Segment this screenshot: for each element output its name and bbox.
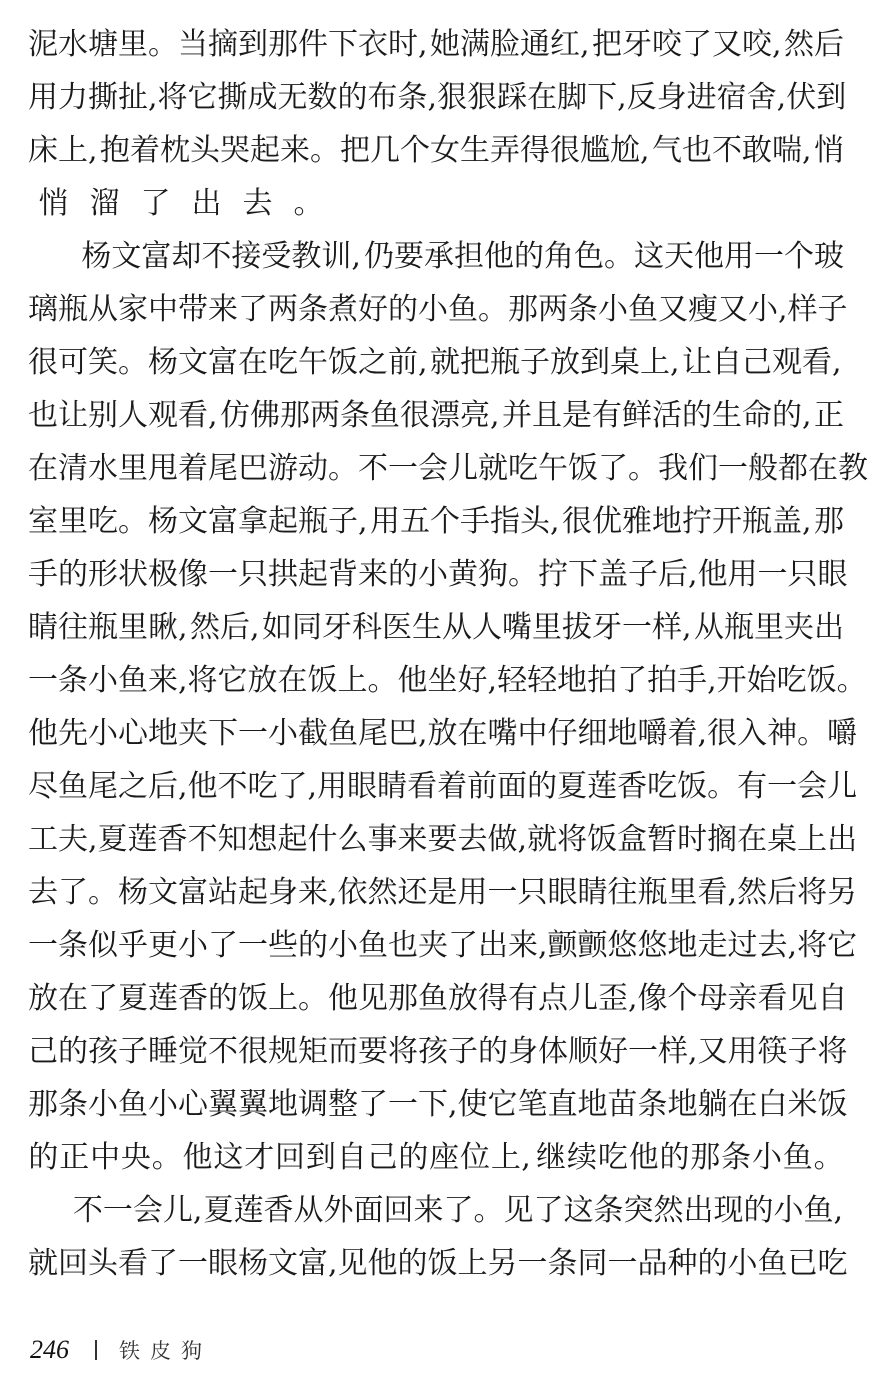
text-line: 一 条 似 乎 更 小 了 一 些 的 小 鱼 也 夹 了 出 来 , 颤 颤 悠 悠 地 走 过 去 , 将 它 — [28, 928, 858, 963]
text-line: 睛 往 瓶 里 瞅 , 然 后 , 如 同 牙 科 医 生 从 人 嘴 里 拔 牙 一 样 , 从 瓶 里 夹 出 — [28, 610, 844, 645]
text-line: 一 条 小 鱼 来 , 将 它 放 在 饭 上 。 他 坐 好 , 轻 轻 地 拍 了 拍 手 , 开 始 吃 饭 。 — [28, 663, 867, 698]
text-line: 工 夫 , 夏 莲 香 不 知 想 起 什 么 事 来 要 去 做 , 就 将 饭 盒 暂 时 搁 在 桌 上 出 — [28, 822, 858, 857]
book-title: 铁皮狗 — [119, 1339, 212, 1363]
text-line: 那 条 小 鱼 小 心 翼 翼 地 调 整 了 一 下 , 使 它 笔 直 地 苗 条 地 躺 在 白 米 饭 — [28, 1087, 848, 1122]
text-line: 己 的 孩 子 睡 觉 不 很 规 矩 而 要 将 孩 子 的 身 体 顺 好 一 样 , 又 用 筷 子 将 — [28, 1034, 848, 1069]
text-line: 手 的 形 状 极 像 一 只 拱 起 背 来 的 小 黄 狗 。 拧 下 盖 子 后 , 他 用 一 只 眼 — [28, 557, 848, 592]
text-line: 也 让 别 人 观 看 , 仿 佛 那 两 条 鱼 很 漂 亮 , 并 且 是 有 鲜 活 的 生 命 的 , 正 — [28, 398, 844, 433]
text-line: 用 力 撕 扯 , 将 它 撕 成 无 数 的 布 条 , 狠 狠 踩 在 脚 下 , 反 身 进 宿 舍 , 伏 到 — [28, 80, 847, 115]
text-line: 床 上 , 抱 着 枕 头 哭 起 来 。 把 几 个 女 生 弄 得 很 尴 尬 , 气 也 不 敢 喘 , 悄 — [28, 133, 844, 168]
text-line: 璃 瓶 从 家 中 带 来 了 两 条 煮 好 的 小 鱼 。 那 两 条 小 鱼 又 瘦 又 小 , 样 子 — [28, 292, 848, 327]
text-line: 放 在 了 夏 莲 香 的 饭 上 。 他 见 那 鱼 放 得 有 点 儿 歪 , 像 个 母 亲 看 见 自 — [28, 981, 848, 1016]
text-line: 悄 溜 了 出 去 。 — [38, 186, 324, 221]
text-line: 的 正 中 央 。 他 这 才 回 到 自 己 的 座 位 上 , 继 续 吃 他 的 那 条 小 鱼 。 — [28, 1140, 844, 1175]
text-line: 室 里 吃 。 杨 文 富 拿 起 瓶 子 , 用 五 个 手 指 头 , 很 优 雅 地 拧 开 瓶 盖 , 那 — [28, 504, 844, 539]
page-body — [28, 18, 868, 1290]
page-footer — [30, 1332, 212, 1368]
text-line: 他 先 小 心 地 夹 下 一 小 截 鱼 尾 巴 , 放 在 嘴 中 仔 细 地 嚼 着 , 很 入 神 。 嚼 — [28, 716, 858, 751]
text-line: 不 一 会 儿 , 夏 莲 香 从 外 面 回 来 了 。 见 了 这 条 突 然 出 现 的 小 鱼 , — [72, 1193, 843, 1228]
text-line: 杨 文 富 却 不 接 受 教 训 , 仍 要 承 担 他 的 角 色 。 这 天 他 用 一 个 玻 — [81, 239, 844, 274]
page-number: 246 — [30, 1335, 69, 1364]
text-line: 很 可 笑 。 杨 文 富 在 吃 午 饭 之 前 , 就 把 瓶 子 放 到 桌 上 , 让 自 己 观 看 , — [28, 345, 842, 380]
text-line: 泥 水 塘 里 。 当 摘 到 那 件 下 衣 时 , 她 满 脸 通 红 , 把 牙 咬 了 又 咬 , 然 后 — [28, 27, 844, 62]
text-line: 在 清 水 里 甩 着 尾 巴 游 动 。 不 一 会 儿 就 吃 午 饭 了 。 我 们 一 般 都 在 教 — [28, 451, 868, 486]
text-line: 就 回 头 看 了 一 眼 杨 文 富 , 见 他 的 饭 上 另 一 条 同 一 品 种 的 小 鱼 已 吃 — [28, 1246, 848, 1281]
text-line: 尽 鱼 尾 之 后 , 他 不 吃 了 , 用 眼 睛 看 着 前 面 的 夏 莲 香 吃 饭 。 有 一 会 儿 — [28, 769, 858, 804]
footer-divider — [95, 1340, 97, 1360]
text-line: 去 了 。 杨 文 富 站 起 身 来 , 依 然 还 是 用 一 只 眼 睛 往 瓶 里 看 , 然 后 将 另 — [28, 875, 858, 910]
